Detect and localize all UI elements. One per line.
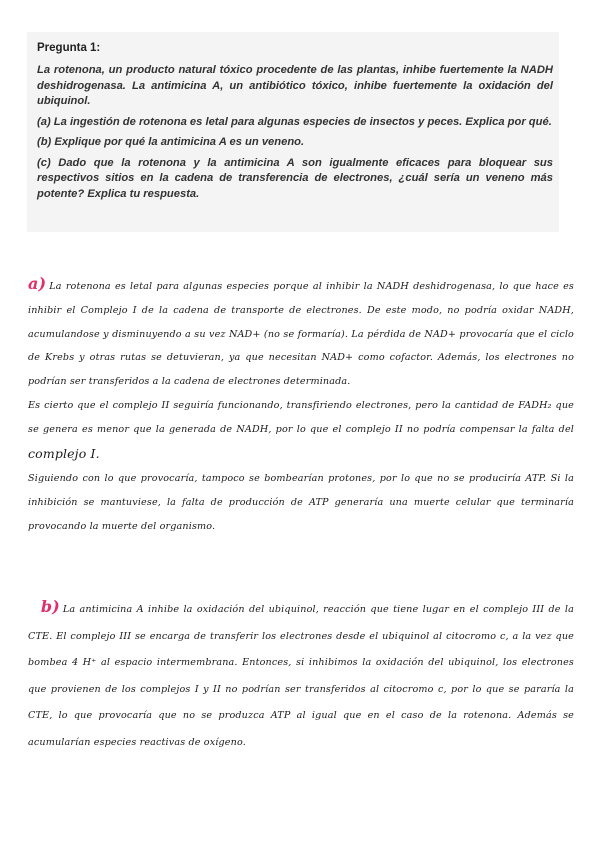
answer-a-paragraph-2: Es cierto que el complejo II seguiría funcionando, transfiriendo electrones, pero la cantidad de FADH₂ que se genera es menor que la generada de NADH, por lo que el complejo II no podría compensar la falta del [28,399,574,435]
question-box [27,32,559,232]
answer-a [28,272,574,539]
answer-b-marker: b) [40,597,60,616]
answer-b-text: La antimicina A inhibe la oxidación del ubiquinol, reacción que tiene lugar en el complejo III de la CTE. El complejo III se encarga de transferir los electrones desde el ubiquinol al citocromo c, a la vez que bombea 4 H⁺ al espacio intermembrana. Entonces, si inhibimos la oxidación del ubiquinol, los electrones que provienen de los complejos I y II no podrían ser transferidos al citocromo c, por lo que se pararía la CTE, lo que provocaría que no se produzca ATP al igual que en el caso de la rotenona. Además se acumularían especies reactivas de oxígeno. [28,604,574,748]
answer-a-paragraph-3: Siguiendo con lo que provocaría, tampoco se bombearían protones, por lo que no se produciría ATP. Si la inhibición se mantuviese, la falta de producción de ATP generaría una muerte celular que terminaría provocando la muerte del organismo. [28,473,574,532]
question-part-a: (a) La ingestión de rotenona es letal para algunas especies de insectos y peces. Explica por qué. [37,115,552,128]
answer-a-paragraph-2-end: complejo I. [28,445,100,461]
question-intro: La rotenona, un producto natural tóxico procedente de las plantas, inhibe fuertemente la NADH deshidrogenasa. La antimicina A, un antibiótico tóxico, inhibe fuertemente la oxidación del ubiquinol. [37,64,553,107]
question-title: Pregunta 1: [37,42,101,54]
answer-b [28,594,574,756]
answer-a-marker: a) [28,274,47,293]
question-part-c: (c) Dado que la rotenona y la antimicina A son igualmente eficaces para bloquear sus respectivos sitios en la cadena de transferencia de electrones, ¿cuál sería un veneno más potente? Explica tu respuesta. [37,156,553,200]
question-part-b: (b) Explique por qué la antimicina A es un veneno. [37,136,305,148]
answer-a-paragraph-1: La rotenona es letal para algunas especies porque al inhibir la NADH deshidrogenasa, lo que hace es inhibir el Complejo I de la cadena de transporte de electrones. De este modo, no podría oxidar NADH, acumulandose y disminuyendo a su vez NAD+ (no se formaría). La pérdida de NAD+ provocaría que el ciclo de Krebs y otras rutas se detuvieran, ya que necesitan NAD+ como cofactor. Además, los electrones no podrían ser transferidos a la cadena de electrones determinada. [28,281,574,388]
